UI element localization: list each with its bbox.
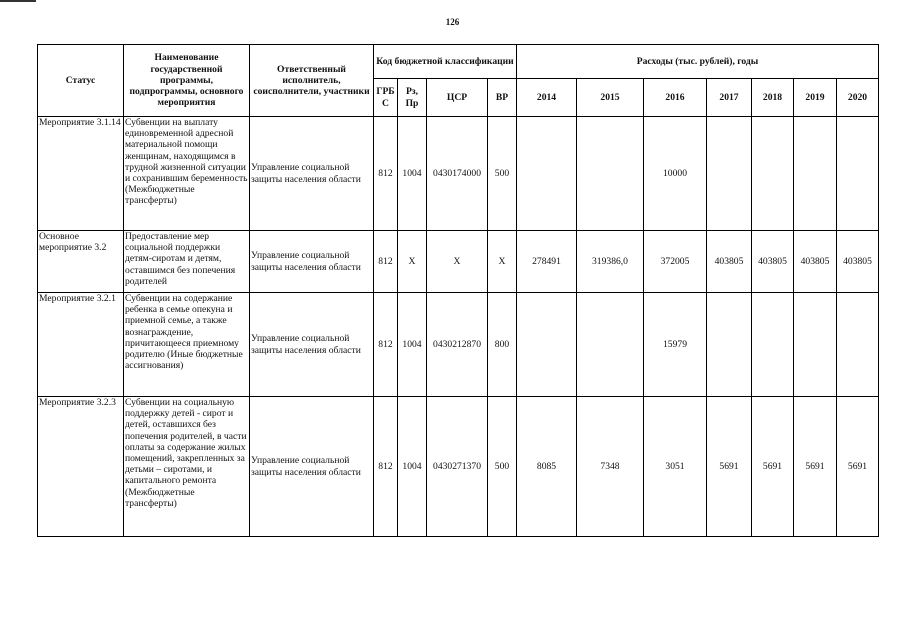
row-value — [577, 293, 644, 397]
row-value — [752, 117, 794, 231]
header-program-name: Наименование государственной программы, подпрограммы, основного мероприятия — [124, 45, 250, 117]
row-value: 5691 — [707, 397, 752, 537]
row-value — [707, 117, 752, 231]
header-grbs: ГРБ С — [374, 79, 398, 117]
row-value: 278491 — [517, 231, 577, 293]
row-status: Мероприятие 3.2.3 — [38, 397, 124, 537]
row-status: Мероприятие 3.1.14 — [38, 117, 124, 231]
row-csr: X — [427, 231, 488, 293]
row-value — [707, 293, 752, 397]
row-vr: X — [488, 231, 517, 293]
row-value — [794, 117, 837, 231]
header-year: 2017 — [707, 79, 752, 117]
row-value: 7348 — [577, 397, 644, 537]
header-year: 2018 — [752, 79, 794, 117]
row-value: 319386,0 — [577, 231, 644, 293]
row-csr: 0430212870 — [427, 293, 488, 397]
row-rzpr: 1004 — [398, 117, 427, 231]
row-value: 5691 — [837, 397, 879, 537]
row-value — [517, 117, 577, 231]
row-value: 403805 — [794, 231, 837, 293]
row-name: Предоставление мер социальной поддержки детям-сиротам и детям, оставшимся без попечения родителей — [124, 231, 250, 293]
row-value: 403805 — [837, 231, 879, 293]
row-value: 5691 — [752, 397, 794, 537]
header-budget-code: Код бюджетной классификации — [374, 45, 517, 79]
row-value — [837, 117, 879, 231]
page-number: 126 — [445, 17, 460, 27]
scan-corner-mark — [0, 0, 36, 2]
row-csr: 0430174000 — [427, 117, 488, 231]
header-vr: ВР — [488, 79, 517, 117]
table-row — [38, 397, 879, 537]
row-name: Субвенции на социальную поддержку детей - сирот и детей, оставшихся без попечения родителей, в части оплаты за содержание жилых помещений, закрепленных за детьми – сиротами, и капитального ремонта (Межбюджетные трансферты) — [124, 397, 250, 537]
row-value: 5691 — [794, 397, 837, 537]
row-value — [517, 293, 577, 397]
row-vr: 500 — [488, 397, 517, 537]
row-value: 3051 — [644, 397, 707, 537]
header-csr: ЦСР — [427, 79, 488, 117]
row-value — [837, 293, 879, 397]
row-vr: 800 — [488, 293, 517, 397]
row-value — [577, 117, 644, 231]
row-vr: 500 — [488, 117, 517, 231]
row-value: 15979 — [644, 293, 707, 397]
table-row — [38, 231, 879, 293]
row-executor: Управление социальной защиты населения области — [250, 293, 374, 397]
budget-table — [37, 44, 879, 537]
table-row — [38, 117, 879, 231]
row-grbs: 812 — [374, 293, 398, 397]
table-row — [38, 293, 879, 397]
header-year: 2014 — [517, 79, 577, 117]
row-name: Субвенции на содержание ребенка в семье опекуна и приемной семье, а также вознаграждение, причитающееся приемному родителю (Иные бюджетные ассигнования) — [124, 293, 250, 397]
row-value: 372005 — [644, 231, 707, 293]
header-year: 2015 — [577, 79, 644, 117]
row-grbs: 812 — [374, 117, 398, 231]
header-executor: Ответственный исполнитель, соисполнители, участники — [250, 45, 374, 117]
row-rzpr: X — [398, 231, 427, 293]
header-year: 2019 — [794, 79, 837, 117]
row-grbs: 812 — [374, 231, 398, 293]
header-status: Статус — [38, 45, 124, 117]
row-executor: Управление социальной защиты населения области — [250, 231, 374, 293]
row-grbs: 812 — [374, 397, 398, 537]
row-value: 10000 — [644, 117, 707, 231]
header-expenses: Расходы (тыс. рублей), годы — [517, 45, 879, 79]
header-year: 2020 — [837, 79, 879, 117]
row-value — [794, 293, 837, 397]
row-value: 403805 — [707, 231, 752, 293]
row-csr: 0430271370 — [427, 397, 488, 537]
row-rzpr: 1004 — [398, 397, 427, 537]
row-executor: Управление социальной защиты населения области — [250, 397, 374, 537]
row-value: 8085 — [517, 397, 577, 537]
header-rzpr: Рз, Пр — [398, 79, 427, 117]
row-status: Основное мероприятие 3.2 — [38, 231, 124, 293]
row-executor: Управление социальной защиты населения области — [250, 117, 374, 231]
row-value: 403805 — [752, 231, 794, 293]
row-value — [752, 293, 794, 397]
row-name: Субвенции на выплату единовременной адресной материальной помощи женщинам, находящимся в трудной жизненной ситуации и сохранившим беременность (Межбюджетные трансферты) — [124, 117, 250, 231]
header-year: 2016 — [644, 79, 707, 117]
row-status: Мероприятие 3.2.1 — [38, 293, 124, 397]
row-rzpr: 1004 — [398, 293, 427, 397]
